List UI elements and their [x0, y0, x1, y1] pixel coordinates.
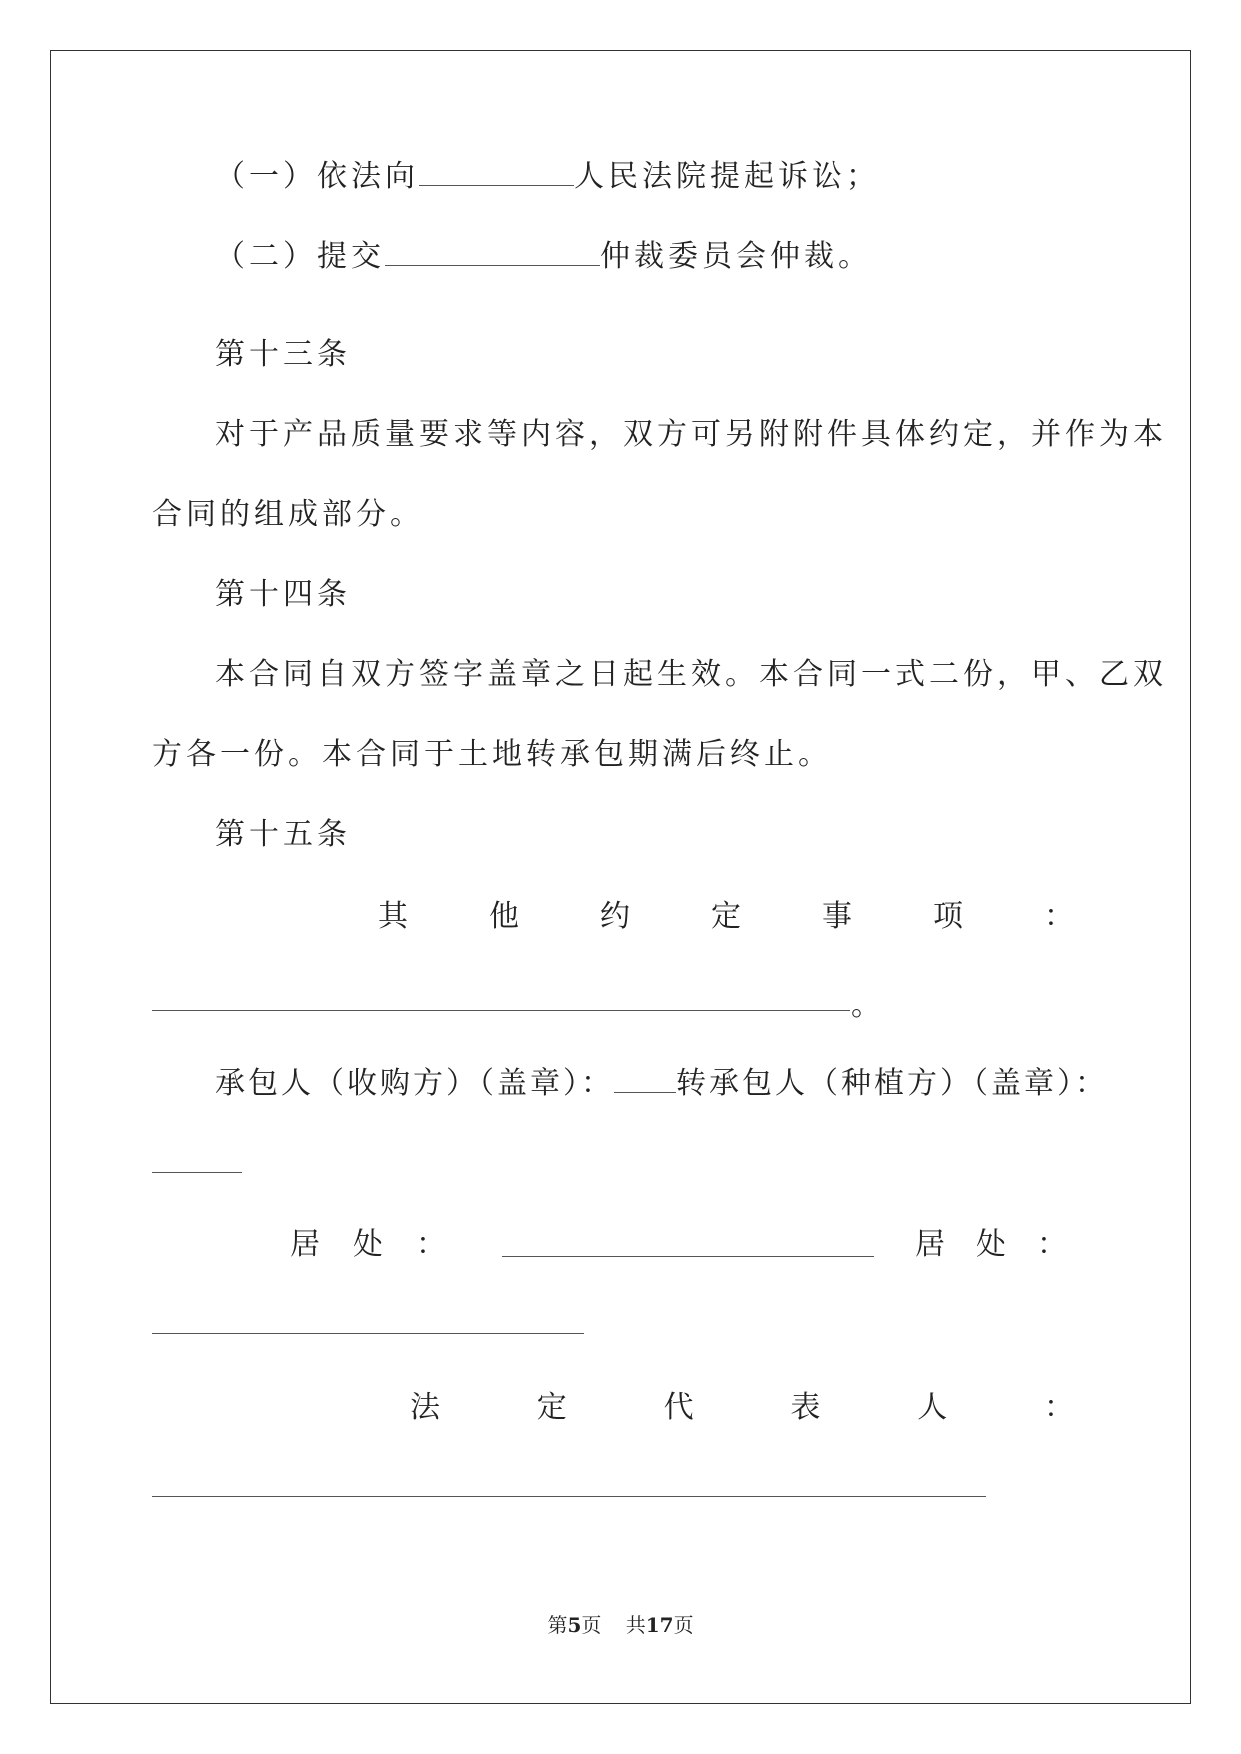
legal-rep-char: 代	[663, 1390, 694, 1425]
court-name-blank	[419, 155, 574, 186]
residence-label-1	[290, 1225, 446, 1265]
other-matters-char: 项	[933, 899, 963, 934]
page-label: 第	[547, 1613, 568, 1637]
subcontractor-seal-blank	[152, 1172, 242, 1173]
legal-rep-heading	[410, 1388, 1074, 1428]
clause-item-two	[215, 235, 872, 277]
residence-label-2	[915, 1225, 1067, 1265]
item-two-suffix: 仲裁委员会仲裁。	[600, 239, 872, 274]
article-13-title: 第十三条	[215, 337, 351, 372]
legal-rep-char: ：	[1043, 1390, 1074, 1425]
residence-char: 居	[290, 1227, 320, 1262]
total-pages: 17	[645, 1613, 674, 1637]
other-matters-char: 其	[378, 899, 408, 934]
residence-blank-1	[502, 1256, 874, 1257]
arbitration-name-blank	[385, 235, 600, 266]
residence-char: 处	[353, 1227, 383, 1262]
article-14-line-1: 本合同自双方签字盖章之日起生效。本合同一式二份，甲、乙双	[215, 657, 1167, 692]
total-label: 共	[625, 1613, 646, 1637]
other-matters-char: 约	[600, 899, 630, 934]
page-frame	[50, 50, 1191, 1704]
total-indicator	[626, 1613, 694, 1637]
residence-char: 处	[976, 1227, 1006, 1262]
article-14-line-2: 方各一份。本合同于土地转承包期满后终止。	[152, 737, 832, 772]
item-one-prefix: （一）依法向	[215, 159, 419, 194]
other-matters-heading	[378, 897, 1074, 937]
page-indicator	[547, 1613, 601, 1637]
page-unit: 页	[581, 1613, 602, 1637]
residence-char: ：	[416, 1227, 446, 1262]
other-matters-period: 。	[851, 988, 881, 1023]
legal-rep-blank	[152, 1496, 986, 1497]
legal-rep-char: 法	[410, 1390, 440, 1425]
page-footer	[0, 1612, 1241, 1638]
clause-item-one	[215, 155, 880, 197]
item-one-suffix: 人民法院提起诉讼；	[574, 159, 880, 194]
page-number: 5	[567, 1613, 582, 1637]
total-unit: 页	[673, 1613, 694, 1637]
article-13-line-2: 合同的组成部分。	[152, 497, 424, 532]
residence-char: 居	[915, 1227, 945, 1262]
contractor-seal-blank	[614, 1062, 676, 1093]
legal-rep-char: 表	[790, 1390, 821, 1425]
subcontractor-label: 转承包人（种植方）（盖章）：	[676, 1066, 1108, 1101]
article-14-title: 第十四条	[215, 577, 351, 612]
signature-line	[215, 1062, 1108, 1104]
item-two-prefix: （二）提交	[215, 239, 385, 274]
article-13-line-1: 对于产品质量要求等内容，双方可另附附件具体约定，并作为本	[215, 417, 1167, 452]
contractor-label: 承包人（收购方）（盖章）：	[215, 1066, 614, 1101]
other-matters-char: 事	[822, 899, 852, 934]
legal-rep-char: 定	[536, 1390, 567, 1425]
other-matters-char: 他	[489, 899, 519, 934]
other-matters-char: ：	[1044, 899, 1074, 934]
other-matters-blank	[152, 1010, 850, 1011]
legal-rep-char: 人	[917, 1390, 948, 1425]
article-15-title: 第十五条	[215, 817, 351, 852]
residence-char: ：	[1037, 1227, 1067, 1262]
residence-blank-2	[152, 1333, 584, 1334]
other-matters-char: 定	[711, 899, 741, 934]
